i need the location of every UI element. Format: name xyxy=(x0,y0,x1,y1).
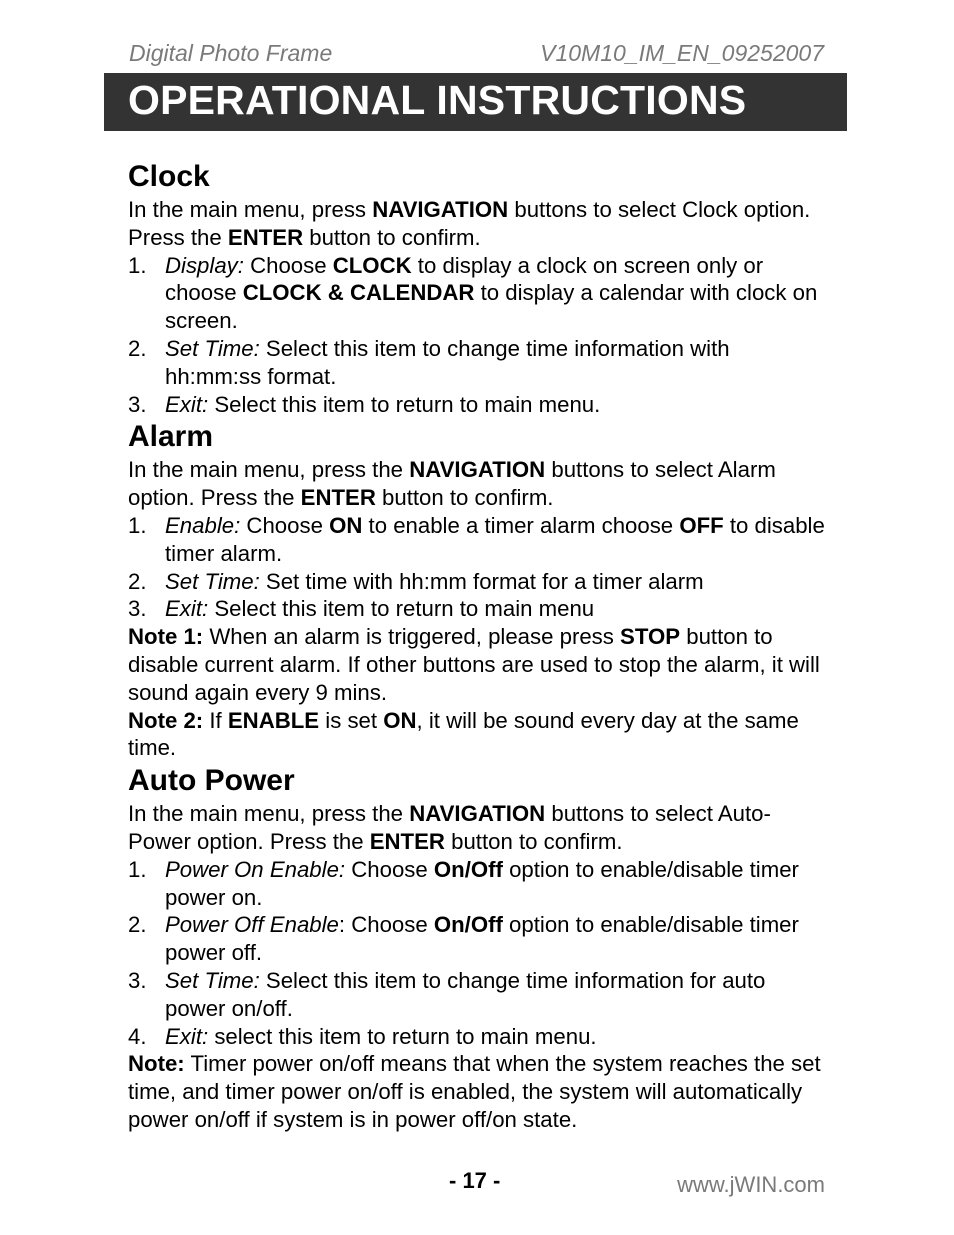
text-run: buttons to select Clock option. Press the xyxy=(128,197,811,250)
alarm-note-1 xyxy=(128,623,828,706)
bold-text: ON xyxy=(383,707,417,733)
italic-text: Exit: xyxy=(165,391,209,417)
list-number: 1. xyxy=(128,252,147,278)
bold-text: On/Off xyxy=(433,912,503,938)
header-product-name: Digital Photo Frame xyxy=(129,40,333,66)
italic-text: Power On Enable: xyxy=(165,856,346,882)
italic-text: Display: xyxy=(165,252,244,278)
bold-text: Note: xyxy=(128,1051,185,1077)
text-run: button to confirm. xyxy=(303,224,481,250)
text-run: Choose xyxy=(240,512,330,538)
bold-text: ENTER xyxy=(227,224,304,250)
italic-text: Exit: xyxy=(165,596,209,622)
italic-text: Power Off Enable xyxy=(165,912,339,938)
list-number: 1. xyxy=(128,512,147,538)
list-number: 2. xyxy=(128,568,147,594)
list-number: 3. xyxy=(128,967,147,993)
list-item xyxy=(128,391,828,419)
list-item xyxy=(128,856,828,912)
italic-text: Exit: xyxy=(165,1023,209,1049)
list-number: 3. xyxy=(128,596,147,622)
text-run: to display a calendar with clock on screen. xyxy=(165,280,818,334)
italic-text: Set Time: xyxy=(165,967,260,993)
alarm-note-2 xyxy=(128,707,828,763)
list-text xyxy=(165,857,799,910)
text-run: option to enable/disable timer power off. xyxy=(165,912,799,966)
bold-text: CLOCK & CALENDAR xyxy=(242,280,475,306)
text-run: select this item to return to main menu. xyxy=(208,1023,597,1049)
bold-text: NAVIGATION xyxy=(409,801,546,827)
list-number: 4. xyxy=(128,1023,147,1049)
text-run: Select this item to return to main menu. xyxy=(208,391,601,417)
page-number: - 17 - xyxy=(449,1168,501,1193)
text-run: When an alarm is triggered, please press xyxy=(203,624,621,650)
list-text xyxy=(165,912,799,965)
bold-text: On/Off xyxy=(433,856,503,882)
bold-text: Note 2: xyxy=(128,707,204,733)
bold-text: ENTER xyxy=(300,485,376,511)
list-text xyxy=(165,569,704,594)
text-run: to disable timer alarm. xyxy=(165,512,825,566)
bold-text: ENTER xyxy=(369,828,445,854)
list-item xyxy=(128,568,828,596)
bold-text: ON xyxy=(329,512,363,538)
text-run: to enable a timer alarm choose xyxy=(362,512,680,538)
italic-text: Enable: xyxy=(165,512,241,538)
list-item xyxy=(128,595,828,623)
alarm-steps xyxy=(128,512,828,623)
text-run: Set time with hh:mm format for a timer alarm xyxy=(259,568,704,594)
italic-text: Set Time: xyxy=(165,568,260,594)
text-run: option to enable/disable timer power on. xyxy=(165,856,799,910)
bold-text: STOP xyxy=(620,624,681,650)
bold-text: CLOCK xyxy=(332,252,412,278)
text-run: buttons to select Alarm option. Press the xyxy=(128,457,776,511)
text-run: button to disable current alarm. If other buttons are used to stop the alarm, it will sound again every 9 mins. xyxy=(128,624,820,705)
list-text xyxy=(165,392,600,417)
text-run: button to confirm. xyxy=(444,828,623,854)
text-run: Select this item to change time information for auto power on/off. xyxy=(165,967,766,1021)
text-run: Choose xyxy=(345,856,434,882)
alarm-intro xyxy=(128,456,828,512)
bold-text: Note 1: xyxy=(128,624,204,650)
list-text xyxy=(165,336,730,389)
text-run: If xyxy=(203,707,228,733)
list-text xyxy=(165,513,825,566)
text-run: In the main menu, press the xyxy=(128,801,410,827)
list-item xyxy=(128,967,828,1023)
list-text xyxy=(165,1024,597,1049)
list-number: 3. xyxy=(128,391,147,417)
section-banner xyxy=(104,73,847,131)
list-item xyxy=(128,335,828,391)
text-run: In the main menu, press the xyxy=(128,457,410,483)
bold-text: OFF xyxy=(679,512,724,538)
text-run: : Choose xyxy=(338,912,434,938)
clock-steps xyxy=(128,252,828,419)
bold-text: ENABLE xyxy=(227,707,320,733)
clock-intro xyxy=(128,196,828,252)
page-title: OPERATIONAL INSTRUCTIONS xyxy=(128,77,747,123)
auto-power-note xyxy=(128,1050,828,1133)
text-run: to display a clock on screen only or choose xyxy=(165,252,764,306)
auto-power-intro xyxy=(128,800,828,856)
bold-text: NAVIGATION xyxy=(409,457,546,483)
bold-text: NAVIGATION xyxy=(372,197,509,222)
auto-power-steps xyxy=(128,856,828,1051)
list-text xyxy=(165,968,765,1021)
text-run: Choose xyxy=(243,252,333,278)
text-run: is set xyxy=(319,707,384,733)
text-run: , it will be sound every day at the same time. xyxy=(128,707,799,761)
header-document-code: V10M10_IM_EN_09252007 xyxy=(540,40,824,66)
italic-text: Set Time: xyxy=(165,335,260,361)
auto-power-heading: Auto Power xyxy=(128,764,295,798)
list-item xyxy=(128,252,828,335)
clock-heading: Clock xyxy=(128,160,210,193)
alarm-heading: Alarm xyxy=(128,420,214,454)
text-run: Select this item to change time information with hh:mm:ss format. xyxy=(165,335,730,389)
text-run: In the main menu, press xyxy=(128,197,373,222)
alarm-section xyxy=(128,418,828,762)
text-run: Timer power on/off means that when the system reaches the set time, and timer power on/off is enabled, the system will automatically power on/off if system is in power off/on state. xyxy=(128,1051,821,1132)
list-number: 2. xyxy=(128,335,147,361)
list-text xyxy=(165,596,594,621)
clock-section xyxy=(128,158,828,418)
auto-power-section xyxy=(128,762,828,1134)
list-item xyxy=(128,911,828,967)
list-item xyxy=(128,1023,828,1051)
text-run: Select this item to return to main menu xyxy=(208,596,595,622)
list-number: 2. xyxy=(128,912,147,938)
document-body xyxy=(128,158,828,1134)
list-text xyxy=(165,253,817,334)
text-run: buttons to select Auto-Power option. Press the xyxy=(128,801,771,854)
list-item xyxy=(128,512,828,568)
list-number: 1. xyxy=(128,856,147,882)
text-run: button to confirm. xyxy=(375,485,554,511)
footer-website: www.jWIN.com xyxy=(677,1172,825,1197)
